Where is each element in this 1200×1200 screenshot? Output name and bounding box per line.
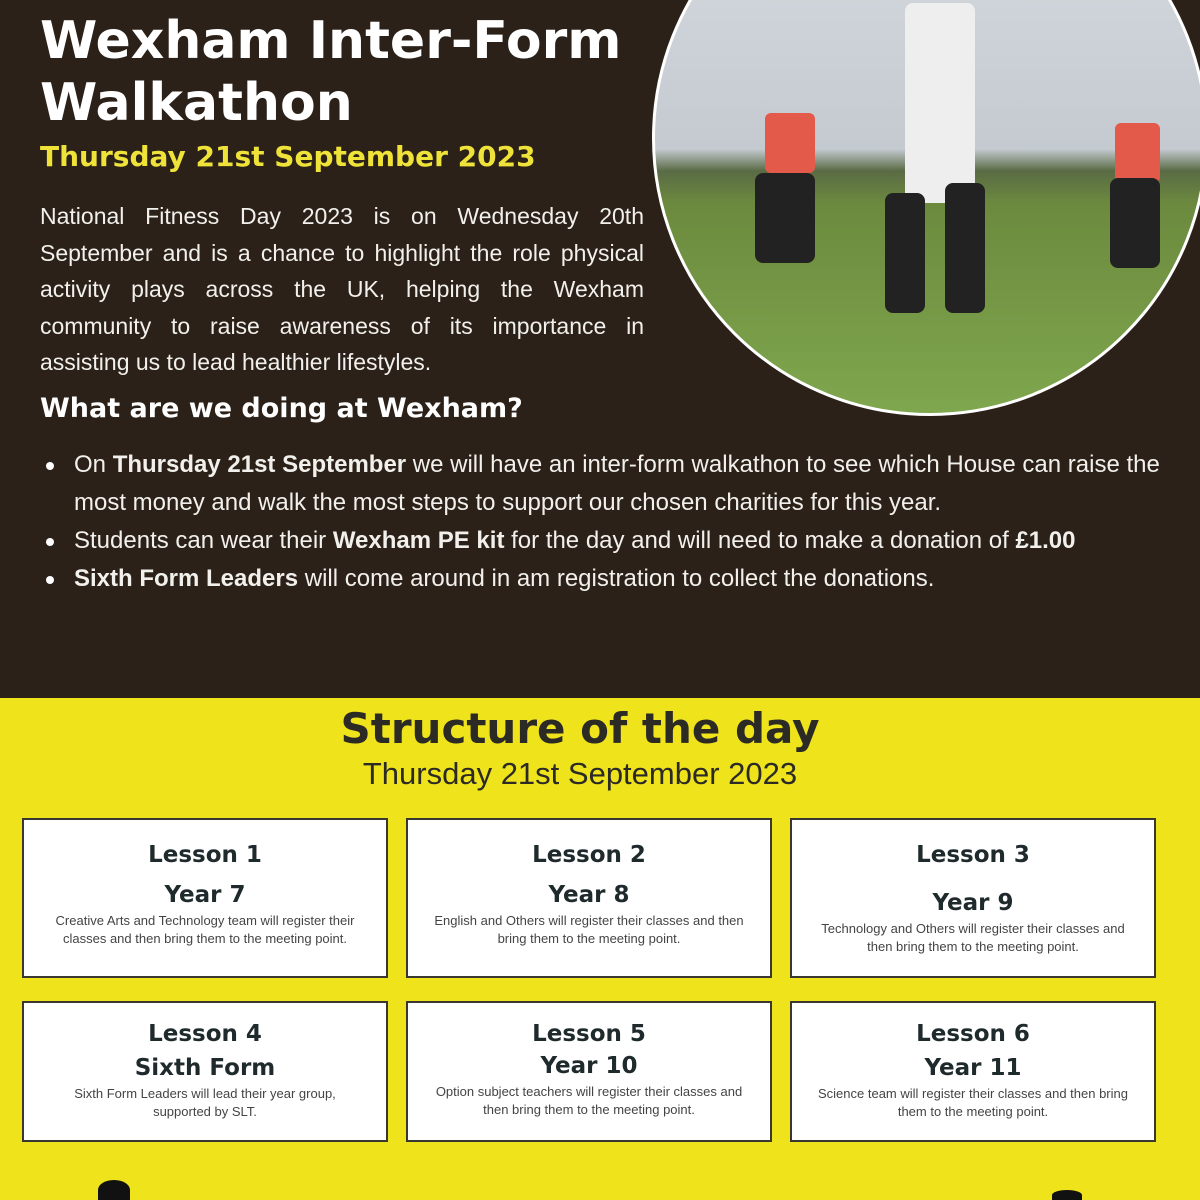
structure-date: Thursday 21st September 2023 — [362, 756, 798, 791]
runners-photo — [652, 0, 1200, 416]
lesson-card — [22, 818, 388, 978]
intro-paragraph: National Fitness Day 2023 is on Wednesday 20th September and is a chance to highlight the role physical activity plays across the UK, helping the Wexham community to raise awareness of its importance in assisting us to lead healthier lifestyles. — [40, 203, 644, 375]
lesson-label: Lesson 3 — [916, 842, 1030, 868]
lesson-card — [406, 818, 772, 978]
lesson-card — [790, 818, 1156, 978]
bullet-bold: Sixth Form Leaders — [74, 565, 299, 592]
lesson-label: Lesson 5 — [532, 1021, 646, 1047]
lesson-card — [406, 1001, 772, 1142]
bullet-text: Students can wear their — [74, 527, 333, 554]
activity-list — [74, 446, 1164, 598]
section-heading: What are we doing at Wexham? — [40, 393, 523, 424]
bullet-text: for the day and will need to make a donation of — [504, 527, 1016, 554]
bullet-bold: Wexham PE kit — [332, 527, 505, 554]
donation-amount: £1.00 — [1015, 527, 1076, 554]
event-date: Thursday 21st September 2023 — [40, 140, 536, 173]
bullet-text: we will have an inter-form walkathon to see which House can raise the most money and walk the most steps to support our chosen charities for this year. — [74, 451, 1160, 516]
bullet-text: On — [74, 451, 113, 478]
lesson-description: Creative Arts and Technology team will register their classes and then bring them to the meeting point. — [55, 913, 355, 946]
runner-silhouette-icon — [98, 1180, 130, 1200]
lesson-card — [790, 1001, 1156, 1142]
lesson-card — [22, 1001, 388, 1142]
lesson-description: Sixth Form Leaders will lead their year group, supported by SLT. — [74, 1086, 336, 1119]
lesson-label: Lesson 2 — [532, 842, 646, 868]
year-group: Year 9 — [932, 890, 1014, 916]
year-group: Sixth Form — [134, 1055, 276, 1081]
list-item — [74, 446, 1164, 522]
lesson-description: English and Others will register their classes and then bring them to the meeting point. — [434, 913, 744, 946]
year-group: Year 7 — [164, 882, 246, 908]
lesson-label: Lesson 4 — [148, 1021, 262, 1047]
structure-title: Structure of the day — [340, 704, 820, 753]
lesson-description: Technology and Others will register their classes and then bring them to the meeting point. — [821, 921, 1125, 954]
runner-silhouette-icon — [1052, 1190, 1082, 1200]
lesson-label: Lesson 6 — [916, 1021, 1030, 1047]
year-group: Year 10 — [540, 1053, 638, 1079]
list-item — [74, 522, 1164, 560]
year-group: Year 8 — [548, 882, 630, 908]
lesson-description: Option subject teachers will register their classes and then bring them to the meeting point. — [435, 1084, 743, 1117]
lesson-description: Science team will register their classes and then bring them to the meeting point. — [818, 1086, 1128, 1119]
lesson-label: Lesson 1 — [148, 842, 262, 868]
year-group: Year 11 — [924, 1055, 1022, 1081]
bullet-text: will come around in am registration to collect the donations. — [298, 565, 935, 592]
bullet-bold: Thursday 21st September — [112, 451, 407, 478]
list-item — [74, 560, 1164, 598]
page-title: Wexham Inter-Form Walkathon — [40, 11, 622, 133]
